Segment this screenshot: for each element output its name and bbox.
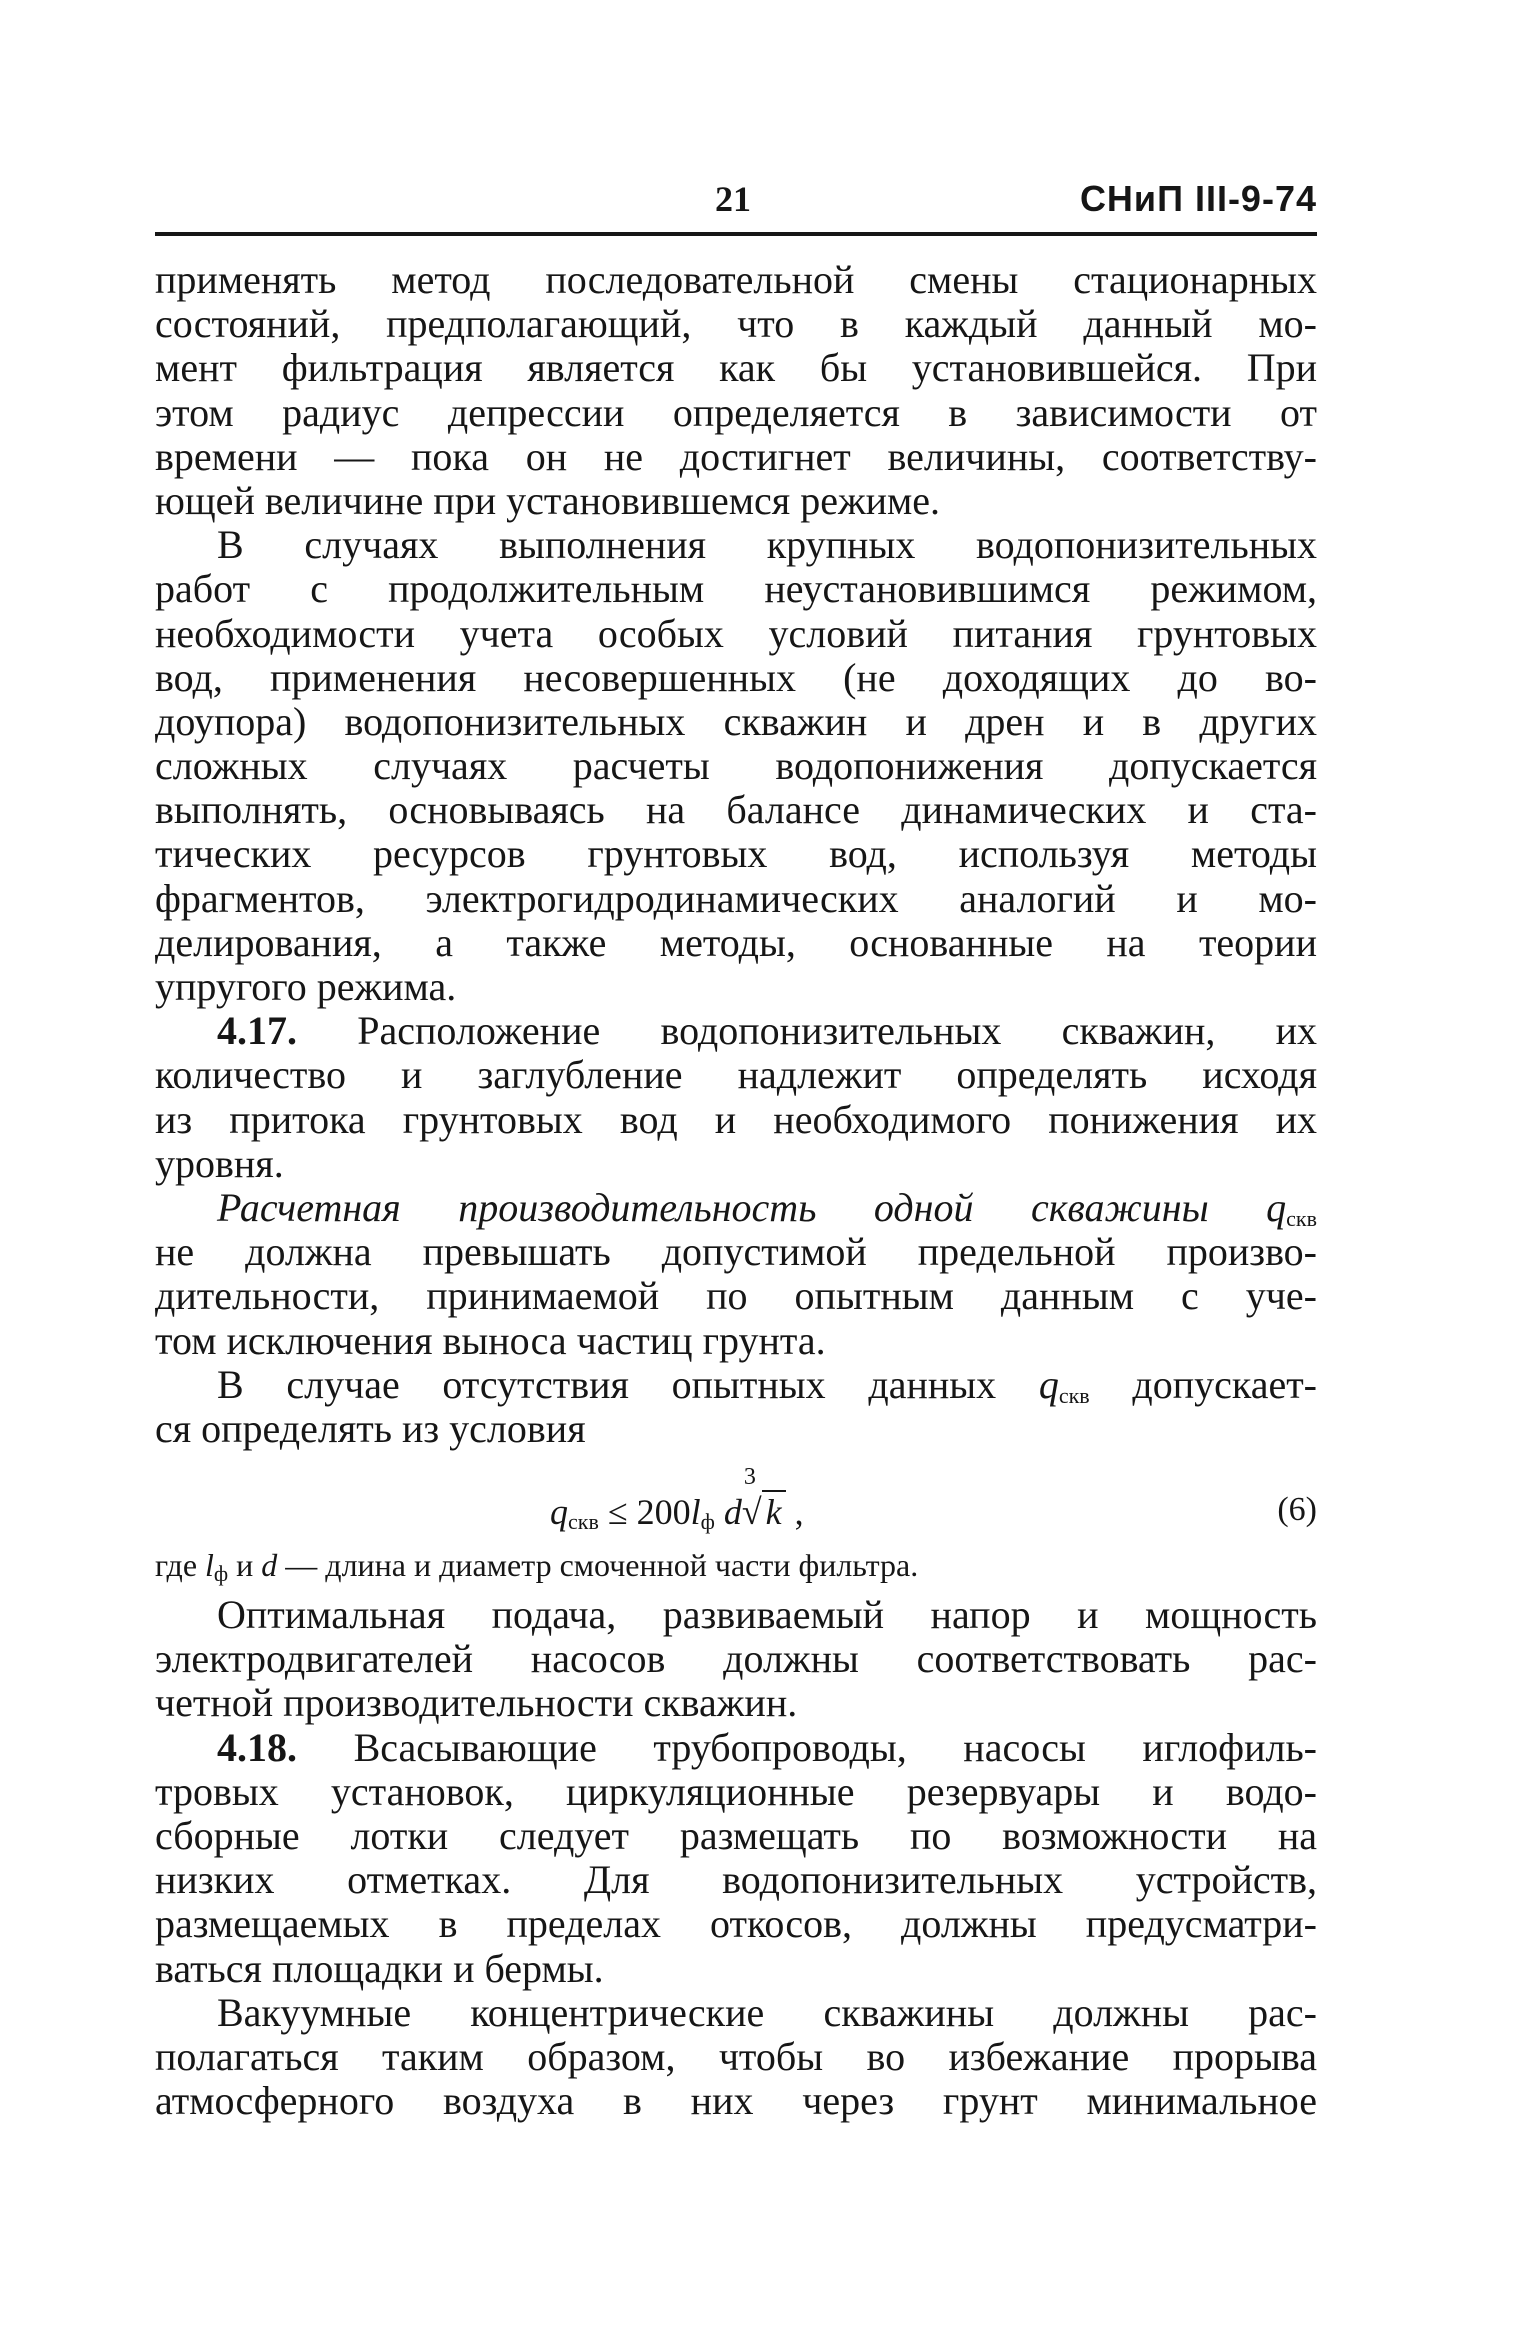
math-subscript: скв <box>1058 1382 1090 1408</box>
math-punctuation: , <box>785 1492 804 1533</box>
formula <box>550 1464 804 1535</box>
text-segment: Расположение водопонизительных скважин, их <box>357 1008 1318 1054</box>
text-line <box>155 1363 1317 1407</box>
text-line: времени — пока он не достигнет величины, соответству- <box>155 433 1317 479</box>
text-line: доупора) водопонизительных скважин и дрен и в других <box>155 698 1317 744</box>
text-segment: и <box>228 1547 262 1584</box>
text-line: уровня. <box>155 1140 284 1186</box>
text-line: ющей величине при установившемся режиме. <box>155 477 941 523</box>
math-relation: ≤ 200 <box>598 1492 691 1533</box>
text-line: выполнять, основываясь на балансе динамических и ста- <box>155 787 1317 833</box>
math-symbol: q <box>1266 1184 1287 1230</box>
math-subscript: ф <box>213 1561 229 1587</box>
text-line: мент фильтрация является как бы установившейся. При <box>155 345 1317 391</box>
formula-number: (6) <box>1277 1491 1317 1529</box>
formula-block <box>155 1451 1317 1543</box>
text-line: Оптимальная подача, развиваемый напор и мощность <box>217 1592 1317 1638</box>
text-line: состояний, предполагающий, что в каждый данный мо- <box>155 301 1317 347</box>
text-segment: — длина и диаметр смоченной части фильтра. <box>277 1547 919 1584</box>
cube-root <box>741 1464 786 1533</box>
text-line: В случаях выполнения крупных водопонизительных <box>217 522 1317 568</box>
text-line: полагаться таким образом, чтобы во избежание прорыва <box>155 2033 1317 2079</box>
math-symbol: d <box>261 1547 278 1584</box>
section-number: 4.18. <box>217 1724 297 1770</box>
section-number: 4.17. <box>217 1008 297 1054</box>
body-text <box>155 258 1317 2123</box>
text-line: этом радиус депрессии определяется в зависимости от <box>155 389 1317 435</box>
text-line: размещаемых в пределах откосов, должны предусматри- <box>155 1901 1317 1947</box>
text-segment: В случае отсутствия опытных данных <box>217 1361 1039 1407</box>
page-number: 21 <box>715 179 751 219</box>
radicand: k <box>762 1490 786 1532</box>
text-line: упругого режима. <box>155 964 457 1009</box>
math-symbol: q <box>550 1492 568 1533</box>
math-symbol: d <box>714 1492 742 1533</box>
math-symbol: l <box>690 1492 701 1533</box>
text-line: не должна превышать допустимой предельной произво- <box>155 1229 1317 1275</box>
text-line: Вакуумные концентрические скважины должны рас- <box>217 1989 1317 2035</box>
text-line: ваться площадки и бермы. <box>155 1945 604 1991</box>
math-subscript: ф <box>700 1509 715 1535</box>
document-code: СНиП III-9-74 <box>1079 178 1317 219</box>
page-header <box>155 178 1317 238</box>
text-line: четной производительности скважин. <box>155 1680 798 1726</box>
math-subscript: скв <box>568 1509 599 1535</box>
text-line: из притока грунтовых вод и необходимого понижения их <box>155 1096 1317 1142</box>
text-line: низких отметках. Для водопонизительных устройств, <box>155 1857 1317 1903</box>
header-divider <box>155 232 1317 236</box>
text-segment: Расчетная производительность одной скважины <box>217 1184 1267 1230</box>
text-line: сборные лотки следует размещать по возможности на <box>155 1813 1317 1858</box>
text-line: фрагментов, электрогидродинамических аналогий и мо- <box>155 875 1317 921</box>
text-line: тровых установок, циркуляционные резервуары и водо- <box>155 1768 1317 1814</box>
text-line: электродвигателей насосов должны соответствовать рас- <box>155 1636 1317 1682</box>
formula-note <box>155 1543 1317 1593</box>
text-line: дительности, принимаемой по опытным данным с уче- <box>155 1273 1317 1319</box>
text-line: тических ресурсов грунтовых вод, используя методы <box>155 831 1317 877</box>
text-segment: допускает- <box>1089 1361 1317 1407</box>
text-segment: Всасывающие трубопроводы, насосы иглофиль- <box>353 1724 1317 1770</box>
text-line: работ с продолжительным неустановившимся режимом, <box>155 566 1317 612</box>
math-symbol: l <box>205 1547 214 1584</box>
section-4-18-first-line <box>155 1726 1317 1770</box>
math-subscript: скв <box>1286 1205 1317 1231</box>
text-segment: где <box>155 1547 206 1584</box>
text-line: том исключения выноса частиц грунта. <box>155 1317 826 1363</box>
text-line: делирования, а также методы, основанные на теории <box>155 919 1317 965</box>
text-line: ся определять из условия <box>155 1405 586 1451</box>
text-line: необходимости учета особых условий питания грунтовых <box>155 610 1317 656</box>
math-symbol: q <box>1038 1361 1059 1407</box>
text-line <box>155 1186 1317 1230</box>
text-line: количество и заглубление надлежит определять исходя <box>155 1052 1317 1098</box>
radical-sign: √ <box>741 1492 762 1533</box>
text-line: применять метод последовательной смены стационарных <box>155 257 1317 302</box>
root-index: 3 <box>743 1464 756 1491</box>
text-line: сложных случаях расчеты водопонижения допускается <box>155 743 1317 789</box>
section-4-17-first-line <box>155 1009 1317 1053</box>
text-line: вод, применения несовершенных (не доходящих до во- <box>155 654 1317 700</box>
text-line: атмосферного воздуха в них через грунт минимальное <box>155 2078 1317 2124</box>
